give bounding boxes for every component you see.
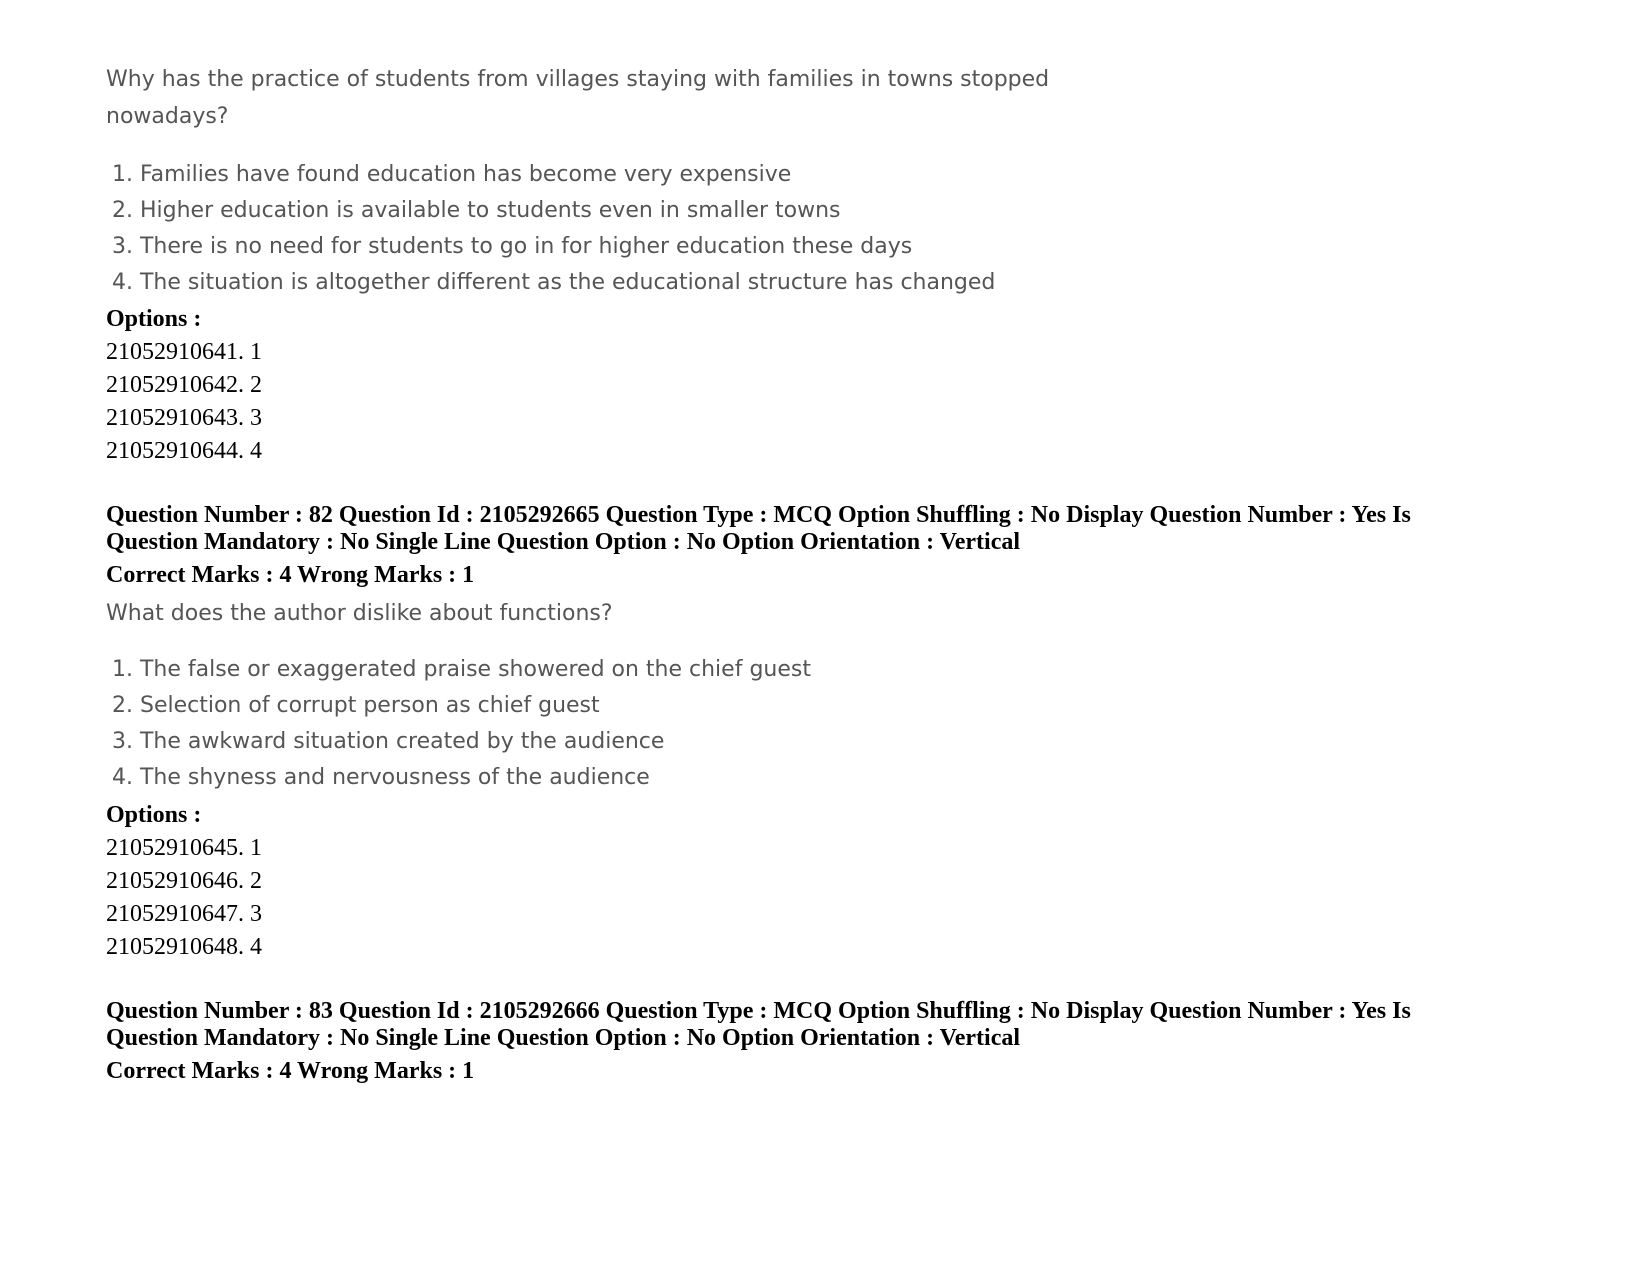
option-id: 21052910645. 1: [106, 835, 262, 861]
question-text-line-1: What does the author dislike about functions?: [106, 601, 613, 626]
question-marks: Correct Marks : 4 Wrong Marks : 1: [106, 562, 475, 588]
question-choice: 2. Selection of corrupt person as chief guest: [112, 693, 600, 718]
question-choice: 4. The shyness and nervousness of the audience: [112, 765, 650, 790]
question-choice: 4. The situation is altogether different as the educational structure has changed: [112, 270, 996, 295]
question-meta-line-1: Question Number : 83 Question Id : 2105292666 Question Type : MCQ Option Shuffling : No Display Question Number : Yes Is: [106, 998, 1411, 1024]
question-choice: 3. There is no need for students to go in for higher education these days: [112, 234, 913, 259]
option-id: 21052910646. 2: [106, 868, 262, 894]
question-text-line-1: Why has the practice of students from villages staying with families in towns stopped: [106, 67, 1050, 92]
question-choice: 2. Higher education is available to students even in smaller towns: [112, 198, 841, 223]
option-id: 21052910648. 4: [106, 934, 262, 960]
option-id: 21052910643. 3: [106, 405, 262, 431]
question-choice: 3. The awkward situation created by the audience: [112, 729, 665, 754]
option-id: 21052910647. 3: [106, 901, 262, 927]
option-id: 21052910642. 2: [106, 372, 262, 398]
options-label: Options :: [106, 802, 202, 828]
options-label: Options :: [106, 306, 202, 332]
question-marks: Correct Marks : 4 Wrong Marks : 1: [106, 1058, 475, 1084]
option-id: 21052910641. 1: [106, 339, 262, 365]
question-choice: 1. Families have found education has become very expensive: [112, 162, 792, 187]
question-meta-line-2: Question Mandatory : No Single Line Question Option : No Option Orientation : Vertical: [106, 1025, 1021, 1051]
question-choice: 1. The false or exaggerated praise showered on the chief guest: [112, 657, 811, 682]
question-meta-line-2: Question Mandatory : No Single Line Question Option : No Option Orientation : Vertical: [106, 529, 1021, 555]
option-id: 21052910644. 4: [106, 438, 262, 464]
question-text-line-2: nowadays?: [106, 104, 229, 129]
question-meta-line-1: Question Number : 82 Question Id : 2105292665 Question Type : MCQ Option Shuffling : No Display Question Number : Yes Is: [106, 502, 1411, 528]
